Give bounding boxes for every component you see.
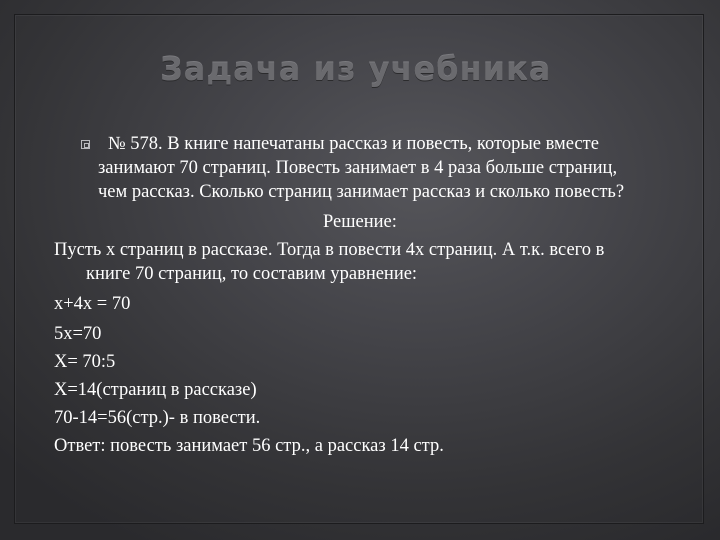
- equation-line: х+4х = 70: [54, 294, 131, 314]
- bullet-icon: [81, 140, 90, 149]
- solution-heading: Решение:: [323, 212, 397, 232]
- equation-line: Х= 70:5: [54, 352, 116, 372]
- problem-line: занимают 70 страниц. Повесть занимает в 4 раза больше страниц,: [98, 158, 618, 178]
- answer-line: Ответ: повесть занимает 56 стр., а рассказ 14 стр.: [54, 436, 444, 456]
- equation-line: 70-14=56(стр.)- в повести.: [54, 408, 261, 428]
- slide-title: Задача из учебника: [160, 50, 552, 88]
- equation-line: Х=14(страниц в рассказе): [54, 380, 257, 400]
- problem-line: чем рассказ. Сколько страниц занимает рассказ и сколько повесть?: [98, 182, 625, 202]
- problem-line: № 578. В книге напечатаны рассказ и повесть, которые вместе: [108, 134, 599, 154]
- solution-line: книге 70 страниц, то составим уравнение:: [86, 264, 418, 284]
- solution-line: Пусть х страниц в рассказе. Тогда в повести 4х страниц. А т.к. всего в: [54, 240, 605, 260]
- equation-line: 5х=70: [54, 324, 102, 344]
